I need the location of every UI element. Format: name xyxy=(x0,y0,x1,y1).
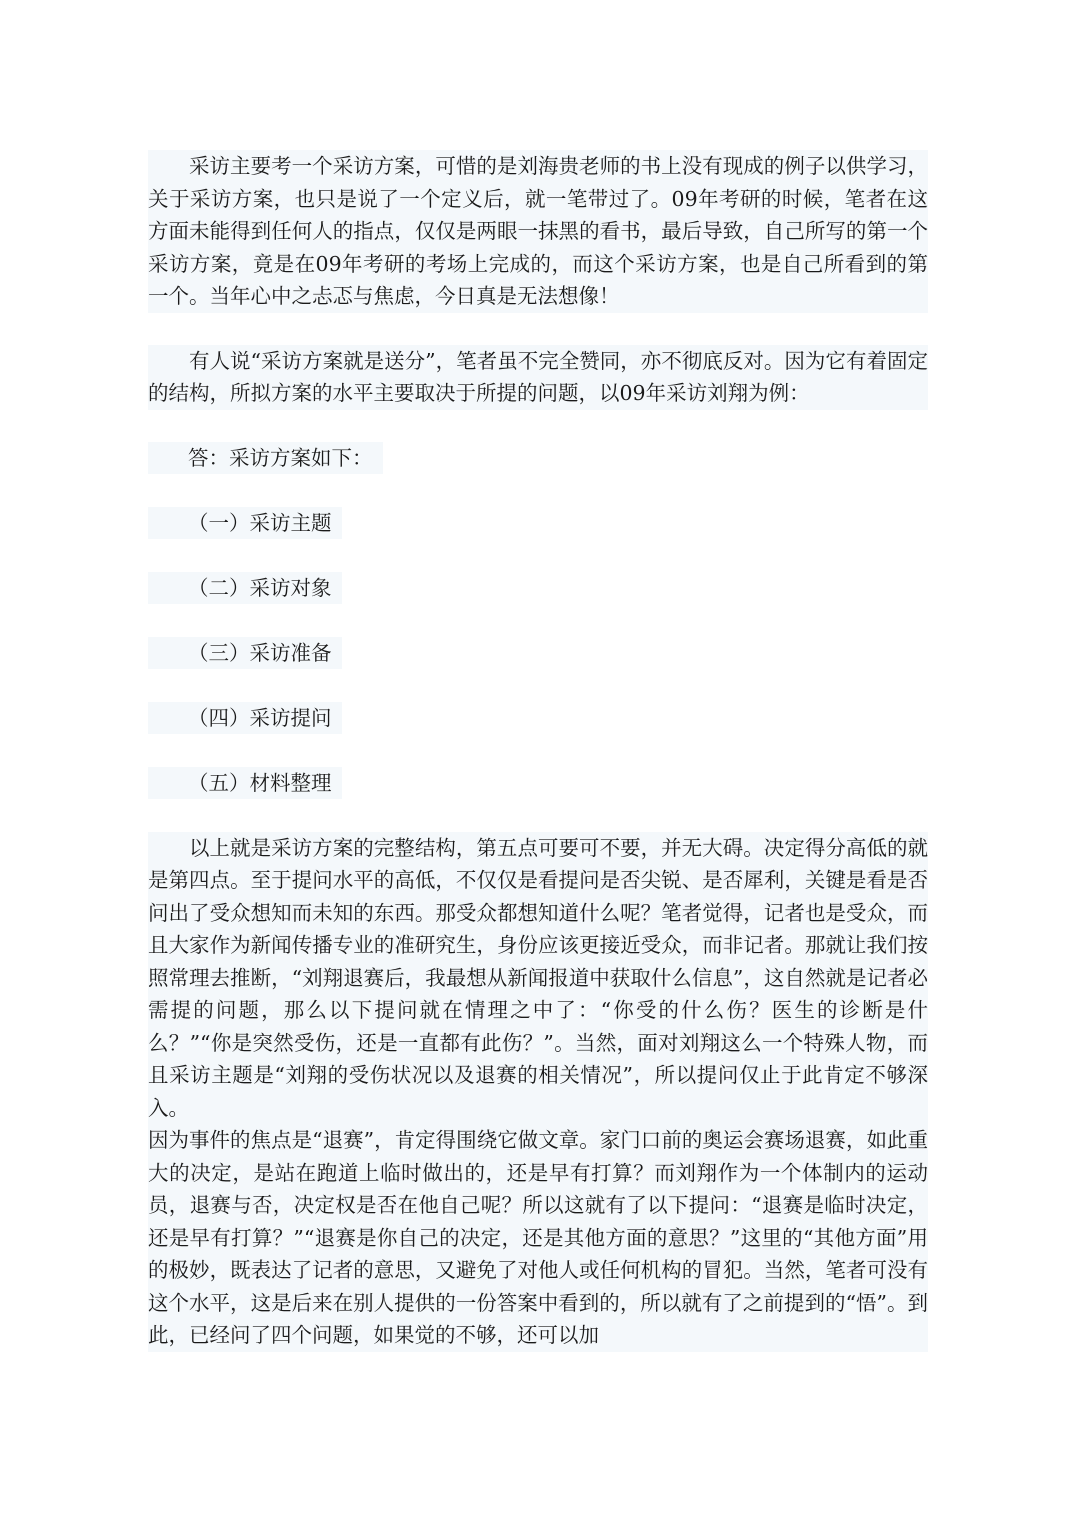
outline-number: （三） xyxy=(188,640,250,665)
outline-item xyxy=(148,507,928,572)
paragraph-structure-intro: 有人说“采访方案就是送分”，笔者虽不完全赞同，亦不彻底反对。因为它有着固定的结构，所拟方案的水平主要取决于所提的问题，以09年采访刘翔为例： xyxy=(148,345,928,410)
document-page xyxy=(148,150,928,1352)
paragraph-analysis: 以上就是采访方案的完整结构，第五点可要可不要，并无大碍。决定得分高低的就是第四点。至于提问水平的高低，不仅仅是看提问是否尖锐、是否犀利，关键是看是否问出了受众想知而未知的东西。那受众都想知道什么呢？笔者觉得，记者也是受众，而且大家作为新闻传播专业的准研究生，身份应该更接近受众，而非记者。那就让我们按照常理去推断，“刘翔退赛后，我最想从新闻报道中获取什么信息”，这自然就是记者必需提的问题，那么以下提问就在情理之中了：“你受的什么伤？医生的诊断是什么？”“你是突然受伤，还是一直都有此伤？”。当然，面对刘翔这么一个特殊人物，而且采访主题是“刘翔的受伤状况以及退赛的相关情况”，所以提问仅止于此肯定不够深入。 xyxy=(148,832,928,1125)
outline-item xyxy=(148,637,928,702)
outline-number: （五） xyxy=(188,770,250,795)
outline-item xyxy=(148,702,928,767)
outline-text: 材料整理 xyxy=(249,770,332,795)
answer-heading: 答：采访方案如下： xyxy=(148,442,383,475)
outline-number: （二） xyxy=(188,575,250,600)
outline-number: （一） xyxy=(188,510,250,535)
outline-text: 采访提问 xyxy=(249,705,332,730)
paragraph-continuation: 因为事件的焦点是“退赛”，肯定得围绕它做文章。家门口前的奥运会赛场退赛，如此重大的决定，是站在跑道上临时做出的，还是早有打算？而刘翔作为一个体制内的运动员，退赛与否，决定权是否在他自己呢？所以这就有了以下提问：“退赛是临时决定，还是早有打算？”“退赛是你自己的决定，还是其他方面的意思？”这里的“其他方面”用的极妙，既表达了记者的意思，又避免了对他人或任何机构的冒犯。当然，笔者可没有这个水平，这是后来在别人提供的一份答案中看到的，所以就有了之前提到的“悟”。到此，已经问了四个问题，如果觉的不够，还可以加 xyxy=(148,1124,928,1352)
paragraph-intro: 采访主要考一个采访方案，可惜的是刘海贵老师的书上没有现成的例子以供学习，关于采访方案，也只是说了一个定义后，就一笔带过了。09年考研的时候，笔者在这方面未能得到任何人的指点，仅仅是两眼一抹黑的看书，最后导致，自己所写的第一个采访方案，竟是在09年考研的考场上完成的，而这个采访方案，也是自己所看到的第一个。当年心中之忐忑与焦虑，今日真是无法想像！ xyxy=(148,150,928,313)
outline-text: 采访主题 xyxy=(249,510,332,535)
outline-item xyxy=(148,767,928,832)
outline-text: 采访对象 xyxy=(249,575,332,600)
outline-item xyxy=(148,572,928,637)
outline-number: （四） xyxy=(188,705,250,730)
outline-text: 采访准备 xyxy=(249,640,332,665)
